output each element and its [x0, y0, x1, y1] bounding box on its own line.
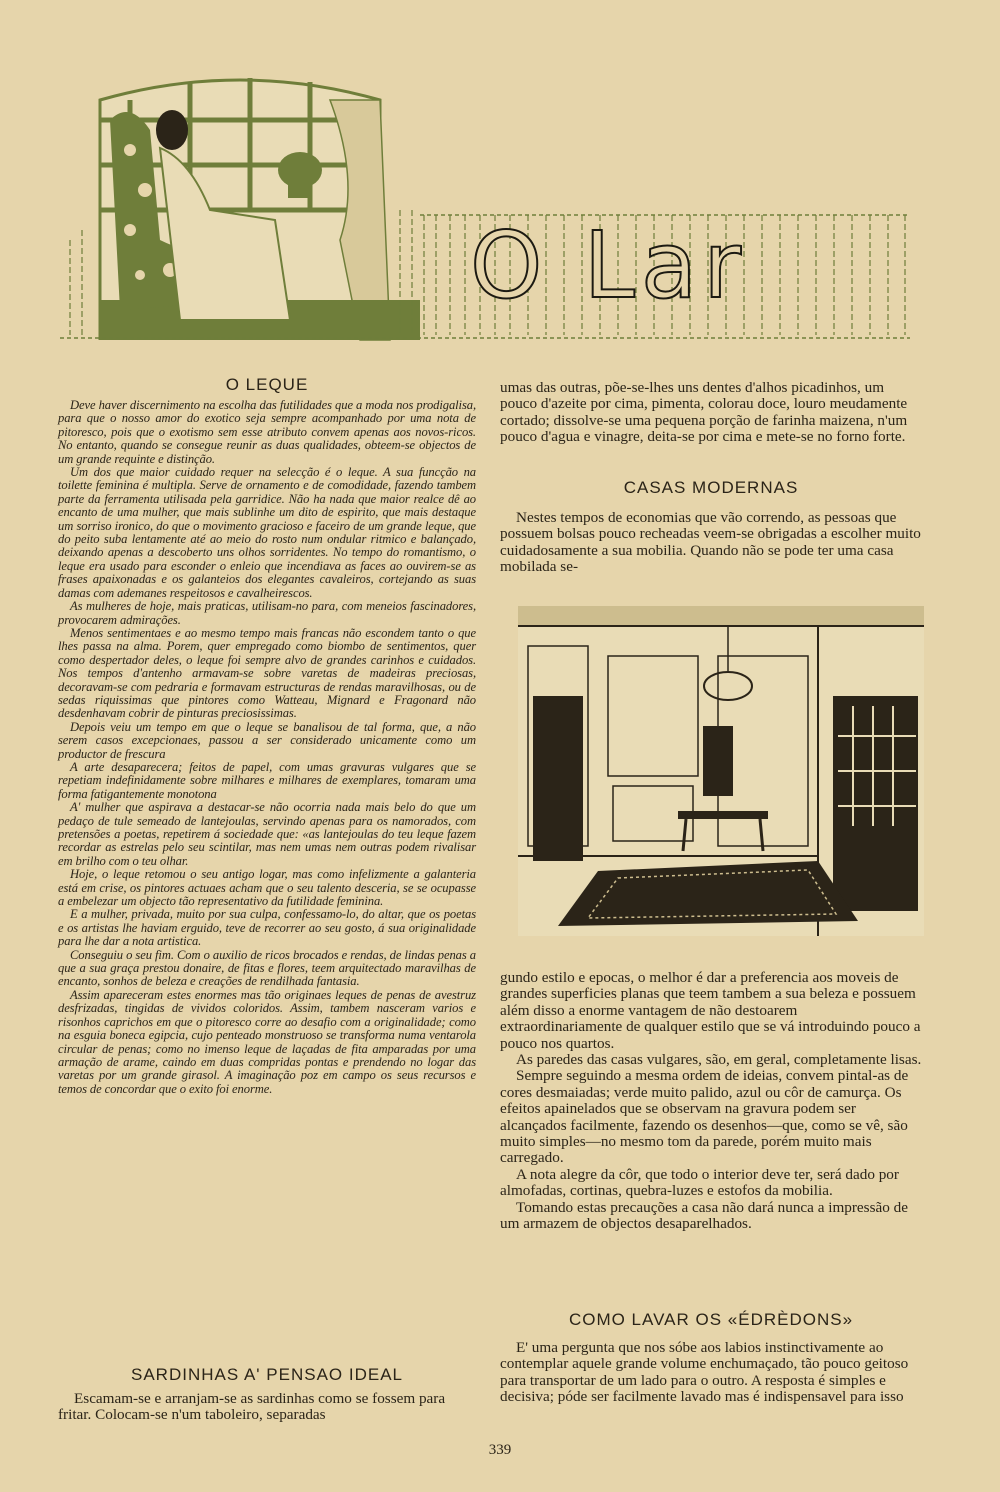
leque-paragraph: Assim apareceram estes enormes mas tão originaes leques de penas de avestruz desfrizadas, tingidas de vividos coloridos. Assim, tambem nasceram varios e risonhos caprichos em que o pitoresco corre ao desafio com a originalidade; como na esguia boneca egipcia, cujo penteado monstruoso se transforma numa ventarola circular de penas; como no imenso leque de laçadas de fita amparadas por uma armação de arame, caindo em duas compridas pontas e prendendo no logar das varetas por um grande girasol. A imaginação poz em campo os seus recursos e temos de concordar que o exito foi enorme. — [58, 987, 476, 1096]
sardinhas-continuation — [500, 380, 922, 446]
sardinhas-text-right: umas das outras, põe-se-lhes uns dentes d'alhos picadinhos, um pouco d'azeite por cima, pimenta, colorau doce, louro meudamente cortado; dissolve-se uma pequena porção de farinha maizena, n'um pouco d'agua e vinagre, deita-se por cima e mete-se no forno forte. — [500, 379, 908, 446]
leque-body — [58, 399, 476, 1096]
leque-paragraph: Conseguiu o seu fim. Com o auxilio de ricos brocados e rendas, de lindas penas a que a sua graça prestou donaire, de fitas e flores, teem arquitectado maravilhas de encanto, sonhos de beleza e creações de rendilhada fantasia. — [58, 947, 476, 989]
casas-paragraph: Sempre seguindo a mesma ordem de ideias, convem pintal-as de cores desmaiadas; verde muito palido, azul ou côr de camurça. Os efeitos apainelados que se observam na gravura podem ser alcançados facilmente, fazendo os desenhos—que, como se vê, são muito simples—no mesmo tom da parede, porém muito mais carregado. — [500, 1067, 909, 1167]
casas-intro-text: Nestes tempos de economias que vão correndo, as pessoas que possuem bolsas pouco recheadas veem-se obrigadas a escolher muito cuidadosamente a sua mobilia. Quando não se pode ter uma casa mobilada se- — [500, 509, 921, 576]
leque-paragraph: A arte desaparecera; feitos de papel, com umas gravuras vulgares que se repetiam indefinidamente sobre milhares e milhares de exemplares, tomaram uma forma fatigantemente monotona — [58, 759, 476, 801]
sardinhas-article — [58, 1365, 476, 1424]
page-number: 339 — [488, 1442, 512, 1458]
casas-header — [500, 478, 922, 502]
casas-heading: CASAS MODERNAS — [623, 478, 799, 497]
casas-body — [500, 970, 922, 1233]
edredons-text: E' uma pergunta que nos sóbe aos labios instinctivamente ao contemplar aquele grande volume enchumaçado, tão pouco geitoso para transportar de um lado para o outro. A resposta é simples e decisiva; póde ser facilmente lavado mas é indispensavel para isso — [500, 1339, 909, 1406]
masthead-title: O Lar — [470, 212, 748, 319]
casas-paragraph: Tomando estas precauções a casa não dará nunca a impressão de um armazem de objectos desaparelhados. — [500, 1198, 908, 1233]
room-engraving — [518, 606, 924, 936]
casas-paragraph: A nota alegre da côr, que todo o interior deve ter, será dado por almofadas, cortinas, quebra-luzes e estofos da mobilia. — [500, 1165, 899, 1200]
casas-paragraph: gundo estilo e epocas, o melhor é dar a preferencia aos moveis de grandes superficies planas que teem tambem a sua beleza e possuem além disso a enorme vantagem de não destoarem extraordinariamente de qualquer estilo que se vá introduindo pouco a pouco nos quartos. — [500, 969, 921, 1052]
sardinhas-heading: SARDINHAS A' PENSAO IDEAL — [131, 1365, 403, 1384]
casas-intro — [500, 510, 922, 576]
casas-paragraph: As paredes das casas vulgares, são, em geral, completamente lisas. — [516, 1051, 922, 1069]
leque-heading: O LEQUE — [225, 375, 309, 394]
leque-paragraph: As mulheres de hoje, mais praticas, utilisam-no para, com meneios fascinadores, provocarem admirações. — [58, 599, 476, 627]
sardinhas-text-left: Escamam-se e arranjam-se as sardinhas como se fossem para fritar. Colocam-se n'um taboleiro, separadas — [58, 1390, 446, 1424]
edredons-header — [500, 1310, 922, 1334]
leque-paragraph: Deve haver discernimento na escolha das futilidades que a moda nos prodigalisa, para que o nosso amor do exotico seja sempre acompanhado por uma nota de pitoresco, pois que o exotismo sem esse atributo convem apenas aos novos-ricos. No entanto, quando se consegue reunir as duas qualidades, obteem-se objectos de um grande requinte e distinção. — [58, 398, 476, 466]
edredons-heading: COMO LAVAR OS «ÉDRÈDONS» — [568, 1310, 854, 1329]
leque-paragraph: Hoje, o leque retomou o seu antigo logar, mas como infelizmente a galanteria está em crise, os pintores actuaes acham que o seu talento desceria, se se ocupasse a embelezar um objecto tão representativo da futilidade feminina. — [58, 867, 476, 909]
edredons-body — [500, 1340, 922, 1406]
leque-paragraph: A' mulher que aspirava a destacar-se não ocorria nada mais belo do que um pedaço de tule semeado de lantejoulas, servindo apenas para os namorados, com pretensões a poetas, repetirem á sociedade que: «as lantejoulas do teu leque fazem recordar as estrelas pelo seu scintilar, mas nem umas nem outras podem rivalisar em brilho com o teu olhar. — [58, 800, 476, 868]
leque-article — [58, 375, 476, 1096]
leque-paragraph: E a mulher, privada, muito por sua culpa, confessamo-lo, do altar, que os poetas e os artistas lhe haviam erguido, teve de recorrer ao seu gosto, á sua originalidade para lhe dar a nota artistica. — [58, 907, 476, 949]
leque-paragraph: Depois veiu um tempo em que o leque se banalisou de tal forma, que, a não serem casos excepcionaes, passou a ser considerado unicamente como um productor de frescura — [58, 719, 476, 761]
leque-paragraph: Um dos que maior cuidado requer na selecção é o leque. A sua funcção na toilette feminina é multipla. Serve de ornamento e de comodidade, fazendo tambem parte da ferramenta utilisada pela garridice. Não ha nada que maior realce dê ao encanto de uma mulher, que mais sublinhe um dito de espirito, que mais destaque um sorriso ironico, do que o movimento gracioso e faceiro de um grande leque, que do peito suba lentamente até ao meio do rosto num ondular ritmico e balançado, deixando apenas a descoberto uns olhos sorridentes. No tempo do romantismo, o leque era usado para esconder o enleio que incendiava as faces ao ouvirem-se as frases apaixonadas e os galanteios dos elegantes cavaleiros, cortejando as suas damas com ademanes respeitosos e cavalheirescos. — [58, 465, 476, 600]
leque-paragraph: Menos sentimentaes e ao mesmo tempo mais francas não escondem tanto o que lhes passa na alma. Porem, quer empregado como biombo de sentimentos, quer como despertador deles, o leque foi sempre alvo de grandes carinhos e cuidados. Nos tempos d'antenho armavam-se sobre varetas de madeiras preciosas, decoravam-se com pedraria e formavam estructuras de rendas maravilhosas, ou de sedas riquissimas que pintores como Watteau, Mignard e Fragonard não desdenhavam cobrir de pinturas preciosissimas. — [58, 625, 476, 721]
